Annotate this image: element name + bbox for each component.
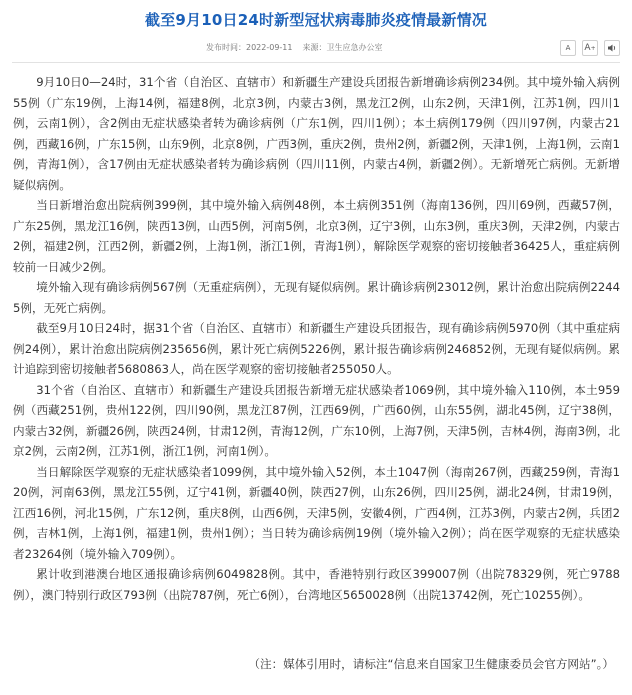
paragraph-asymptomatic-released: 当日解除医学观察的无症状感染者1099例，其中境外输入52例，本土1047例（海南267例，西藏259例，青海120例，河南63例，黑龙江55例，辽宁41例，新疆40例，陕西27例，山东26例，四川25例，湖北24例，甘肃19例，江西16例，河北15例，广东12例，重庆8例，山西6例，天津5例，安徽4例，广西4例，江苏3例，内蒙古2例，兵团2例，吉林1例，上海1例，福建1例，贵州1例）；当日转为确诊病例19例（境外输入2例）；尚在医学观察的无症状感染者23264例（境外输入709例）。 [13,464,620,561]
publish-date: 发布时间：2022-09-11 [206,43,293,52]
article-meta [206,42,383,53]
article-title: 截至9月10日24时新型冠状病毒肺炎疫情最新情况 [145,11,487,29]
font-increase-label: A [584,43,591,53]
paragraph-discharged: 当日新增治愈出院病例399例，其中境外输入病例48例，本土病例351例（海南136例，四川69例，西藏57例，广东25例，黑龙江16例，陕西13例，山西5例，河南5例，北京3例，辽宁3例，山东3例，重庆3例，天津2例，内蒙古2例，福建2例，江西2例，新疆2例，上海1例，浙江1例，青海1例），解除医学观察的密切接触者36425人，重症病例较前一日减少2例。 [13,198,620,274]
speaker-button[interactable] [604,40,620,56]
article-source: 来源：卫生应急办公室 [302,43,383,52]
citation-note: （注：媒体引用时，请标注“信息来自国家卫生健康委员会官方网站”。） [248,657,614,671]
paragraph-imported: 境外输入现有确诊病例567例（无重症病例），无现有疑似病例。累计确诊病例23012例，累计治愈出院病例22445例，无死亡病例。 [13,280,620,315]
header-divider [12,62,620,63]
paragraph-asymptomatic: 31个省（自治区、直辖市）和新疆生产建设兵团报告新增无症状感染者1069例，其中境外输入110例，本土959例（西藏251例，贵州122例，四川90例，黑龙江87例，江西69例，广西60例，山东55例，湖北45例，辽宁38例，内蒙古32例，新疆26例，陕西24例，甘肃12例，青海12例，广东10例，上海7例，天津5例，吉林4例，海南3例，北京2例，云南2例，江苏1例，浙江1例，河南1例）。 [13,382,620,458]
paragraph-cumulative: 截至9月10日24时，据31个省（自治区、直辖市）和新疆生产建设兵团报告，现有确诊病例5970例（其中重症病例24例），累计治愈出院病例235656例，累计死亡病例5226例，累计报告确诊病例246852例，无现有疑似病例。累计追踪到密切接触者5680863人，尚在医学观察的密切接触者255050人。 [13,321,620,376]
article-toolbar [560,40,620,56]
paragraph-new-confirmed: 9月10日0—24时，31个省（自治区、直辖市）和新疆生产建设兵团报告新增确诊病例234例。其中境外输入病例55例（广东19例，上海14例，福建8例，北京3例，内蒙古3例，黑龙江2例，山东2例，天津1例，江苏1例，四川1例，云南1例），含2例由无症状感染者转为确诊病例（广东1例，四川1例）；本土病例179例（四川97例，内蒙古21例，西藏16例，广东15例，山东9例，北京8例，广西3例，重庆2例，贵州2例，新疆2例，天津1例，上海1例，云南1例，青海1例），含17例由无症状感染者转为确诊病例（四川11例，内蒙古4例，新疆2例）。无新增死亡病例。无新增疑似病例。 [13,75,620,192]
font-increase-button[interactable] [582,40,598,56]
paragraph-hk-macao-taiwan: 累计收到港澳台地区通报确诊病例6049828例。其中，香港特别行政区399007例（出院78329例，死亡9788例），澳门特别行政区793例（出院787例，死亡6例），台湾地区5650028例（出院13742例，死亡10255例）。 [13,567,620,602]
article-body [13,72,620,605]
font-decrease-button[interactable] [560,40,576,56]
font-increase-plus: + [590,44,596,52]
speaker-icon [607,43,617,53]
font-decrease-label: A [565,44,571,52]
